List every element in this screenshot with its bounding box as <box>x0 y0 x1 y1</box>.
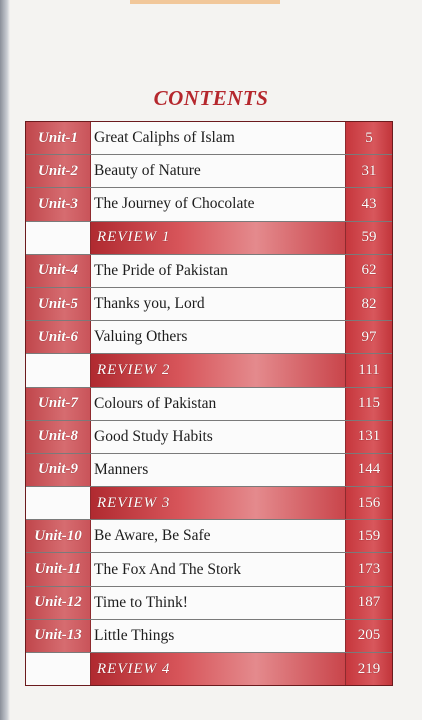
unit-number: Unit-1 <box>26 122 91 154</box>
unit-title: The Fox And The Stork <box>91 553 345 585</box>
page-number: 82 <box>345 288 392 320</box>
unit-number <box>26 487 91 519</box>
unit-number: Unit-10 <box>26 520 91 552</box>
unit-row[interactable] <box>26 288 392 321</box>
review-row[interactable] <box>26 354 392 387</box>
review-label: REVIEW 2 <box>91 354 345 386</box>
unit-row[interactable] <box>26 553 392 586</box>
unit-number: Unit-13 <box>26 620 91 652</box>
unit-number: Unit-6 <box>26 321 91 353</box>
unit-number: Unit-7 <box>26 388 91 420</box>
unit-row[interactable] <box>26 520 392 553</box>
unit-title: Thanks you, Lord <box>91 288 345 320</box>
review-row[interactable] <box>26 653 392 685</box>
unit-title: Valuing Others <box>91 321 345 353</box>
unit-row[interactable] <box>26 255 392 288</box>
review-label: REVIEW 1 <box>91 222 345 254</box>
page-number: 115 <box>345 388 392 420</box>
unit-number: Unit-11 <box>26 553 91 585</box>
unit-row[interactable] <box>26 421 392 454</box>
unit-title: Good Study Habits <box>91 421 345 453</box>
unit-number: Unit-12 <box>26 587 91 619</box>
unit-number <box>26 354 91 386</box>
unit-number: Unit-9 <box>26 454 91 486</box>
unit-row[interactable] <box>26 454 392 487</box>
unit-number: Unit-5 <box>26 288 91 320</box>
unit-row[interactable] <box>26 188 392 221</box>
unit-number: Unit-4 <box>26 255 91 287</box>
contents-table <box>25 121 393 686</box>
top-color-strip <box>130 0 280 4</box>
page-number: 205 <box>345 620 392 652</box>
unit-title: Be Aware, Be Safe <box>91 520 345 552</box>
page-number: 173 <box>345 553 392 585</box>
page-number: 219 <box>345 653 392 685</box>
unit-title: Manners <box>91 454 345 486</box>
page-number: 31 <box>345 155 392 187</box>
unit-title: Little Things <box>91 620 345 652</box>
page-number: 131 <box>345 421 392 453</box>
unit-title: The Pride of Pakistan <box>91 255 345 287</box>
page-number: 5 <box>345 122 392 154</box>
unit-row[interactable] <box>26 122 392 155</box>
page-number: 111 <box>345 354 392 386</box>
page-number: 62 <box>345 255 392 287</box>
review-label: REVIEW 3 <box>91 487 345 519</box>
unit-row[interactable] <box>26 155 392 188</box>
unit-title: Time to Think! <box>91 587 345 619</box>
unit-row[interactable] <box>26 388 392 421</box>
unit-number: Unit-2 <box>26 155 91 187</box>
unit-title: Beauty of Nature <box>91 155 345 187</box>
unit-number: Unit-3 <box>26 188 91 220</box>
review-row[interactable] <box>26 487 392 520</box>
page-number: 156 <box>345 487 392 519</box>
unit-row[interactable] <box>26 587 392 620</box>
unit-row[interactable] <box>26 620 392 653</box>
page-number: 59 <box>345 222 392 254</box>
review-row[interactable] <box>26 222 392 255</box>
review-label: REVIEW 4 <box>91 653 345 685</box>
page-number: 43 <box>345 188 392 220</box>
page-number: 187 <box>345 587 392 619</box>
page-number: 144 <box>345 454 392 486</box>
unit-title: Colours of Pakistan <box>91 388 345 420</box>
unit-number: Unit-8 <box>26 421 91 453</box>
unit-number <box>26 222 91 254</box>
unit-title: Great Caliphs of Islam <box>91 122 345 154</box>
unit-number <box>26 653 91 685</box>
page-title: CONTENTS <box>153 86 269 110</box>
page-number: 159 <box>345 520 392 552</box>
page-number: 97 <box>345 321 392 353</box>
unit-title: The Journey of Chocolate <box>91 188 345 220</box>
unit-row[interactable] <box>26 321 392 354</box>
